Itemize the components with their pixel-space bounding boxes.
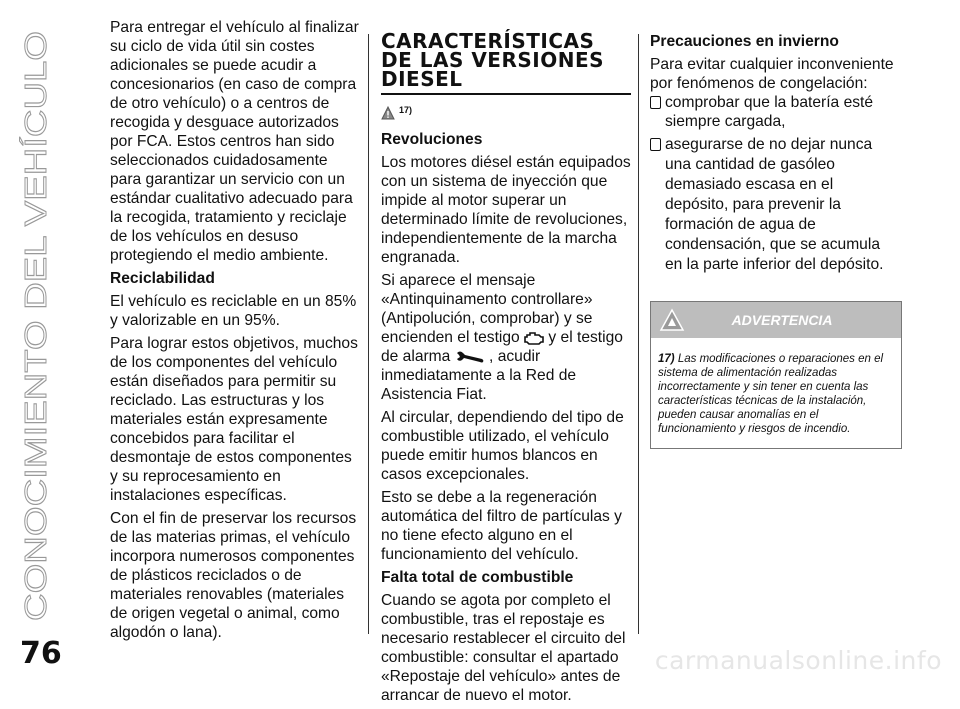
title-rule (381, 93, 631, 95)
warning-box-title: ADVERTENCIA (731, 311, 833, 328)
list-item-text: asegurarse de no dejar nunca una cantidad de gasóleo demasiado escasa en el depósito, para prevenir la formación de agua de condensación, que se acumula en la parte inferior del depósito. (665, 136, 884, 273)
paragraph-fuel-empty: Cuando se agota por completo el combustible, tras el repostaje es necesario restablecer el circuito del combustible: consultar el apartado «Repostaje del vehículo» antes de arrancar de nuevo el motor. (381, 592, 626, 704)
heading-revoluciones: Revoluciones (381, 131, 483, 148)
watermark: carmanualsonline.info (654, 646, 942, 675)
list-item (650, 135, 900, 275)
paragraph-injection: Los motores diésel están equipados con un sistema de inyección que impide al motor superar un determinado límite de revoluciones, independientemente de la marcha engranada. (381, 154, 631, 266)
paragraph-winter: Para evitar cualquier inconveniente por fenómenos de congelación: (650, 56, 894, 92)
paragraph-antipollution (381, 271, 631, 404)
heading-falta-combustible: Falta total de combustible (381, 569, 574, 586)
side-title (6, 25, 76, 625)
warning-box-body (651, 338, 901, 448)
warning-text: Las modificaciones o reparaciones en el sistema de alimentación realizadas incorrectamente y sin tener en cuenta las características técnicas de la instalación, pueden causar anomalías en el funcionamiento y riesgos de incendio. (658, 353, 884, 435)
engine-warning-icon (524, 331, 544, 345)
warning-triangle-icon (659, 308, 685, 332)
column-divider (368, 34, 369, 634)
paragraph-raw-materials: Con el fin de preservar los recursos de las materias primas, el vehículo incorpora numerosos componentes de plásticos reciclados o de materiales renovables (materiales de origen vegetal o animal, como algodón o lana). (110, 510, 357, 641)
side-title-text: CONOCIMIENTO DEL VEHÍCULO (18, 142, 53, 621)
paragraph-objectives: Para lograr estos objetivos, muchos de los componentes del vehículo están diseñados para permitir su reciclado. Las estructuras y los materiales están expresamente concebidos para facilitar el desmontaje de estos componentes y su reprocesamiento en instalaciones específicas. (110, 335, 358, 504)
list-item (650, 93, 900, 131)
paragraph-white-smoke: Al circular, dependiendo del tipo de combustible utilizado, el vehículo puede emitir humos blancos en casos excepcionales. (381, 409, 624, 483)
warning-box-header (651, 302, 901, 338)
checkbox-icon (650, 96, 661, 109)
warning-triangle-icon (381, 106, 395, 120)
warning-reference (381, 101, 631, 120)
antipollution-text-a: Si aparece el mensaje «Antinquinamento controllare» (Antipolución, comprobar) y se encienden el testigo (381, 272, 593, 346)
column-3 (650, 18, 900, 449)
heading-reciclabilidad: Reciclabilidad (110, 270, 215, 287)
paragraph-recyclable: El vehículo es reciclable en un 85% y valorizable en un 95%. (110, 293, 357, 329)
warning-box (650, 301, 902, 449)
column-1 (110, 18, 360, 646)
list-item-text: comprobar que la batería esté siempre cargada, (665, 94, 874, 130)
column-divider (638, 34, 639, 634)
warning-number: 17) (658, 353, 675, 365)
antipollution-text-b: y el testigo de alarma (381, 329, 623, 365)
warning-ref-number: 17) (399, 105, 413, 115)
section-title: CARACTERÍSTICAS DE LAS VERSIONES DIESEL (381, 29, 605, 91)
wrench-alarm-icon (455, 350, 485, 364)
heading-precauciones: Precauciones en invierno (650, 33, 839, 50)
paragraph-regeneration: Esto se debe a la regeneración automática del filtro de partículas y no tiene efecto alguno en el funcionamiento del vehículo. (381, 489, 622, 563)
column-2 (381, 18, 631, 709)
antipollution-text-c: , acudir inmediatamente a la Red de Asistencia Fiat. (381, 348, 577, 403)
paragraph-end-of-life: Para entregar el vehículo al finalizar su ciclo de vida útil sin costes adicionales se puede acudir a concesionarios (en caso de compra de otro vehículo) o a centros de recogida y desguace autorizados por FCA. Estos centros han sido seleccionados cuidadosamente para garantizar un servicio con un estándar cualitativo adecuado para la recogida, tratamiento y reciclaje de los vehículos en desuso protegiendo el medio ambiente. (110, 19, 359, 264)
page-number: 76 (20, 636, 62, 671)
checkbox-icon (650, 138, 661, 151)
